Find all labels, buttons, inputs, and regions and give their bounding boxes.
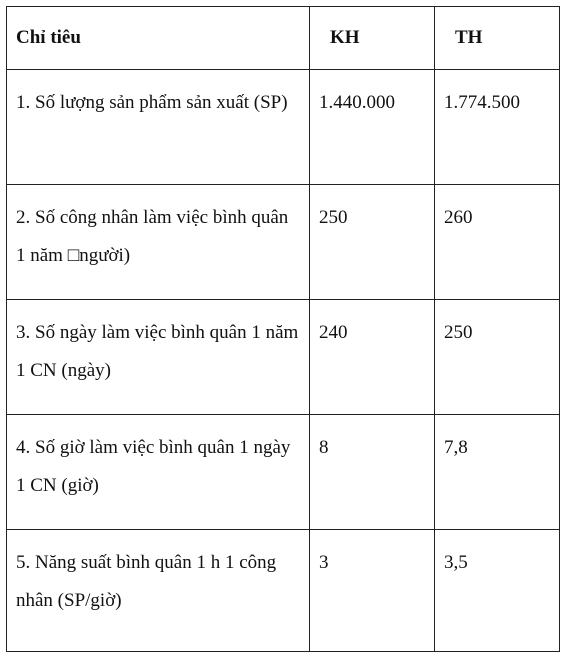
table-row bbox=[7, 530, 560, 652]
table-row bbox=[7, 415, 560, 530]
row-plan-value: 3 bbox=[310, 530, 435, 652]
row-label: 1. Số lượng sản phẩm sản xuất (SP) bbox=[7, 70, 310, 185]
header-indicator: Chỉ tiêu bbox=[7, 7, 310, 70]
table-row bbox=[7, 70, 560, 185]
row-plan-value: 8 bbox=[310, 415, 435, 530]
header-plan: KH bbox=[310, 7, 435, 70]
table-header-row bbox=[7, 7, 560, 70]
row-plan-value: 250 bbox=[310, 185, 435, 300]
header-actual: TH bbox=[435, 7, 560, 70]
table-row bbox=[7, 300, 560, 415]
row-label: 4. Số giờ làm việc bình quân 1 ngày 1 CN (giờ) bbox=[7, 415, 310, 530]
row-label: 5. Năng suất bình quân 1 h 1 công nhân (SP/giờ) bbox=[7, 530, 310, 652]
row-label: 2. Số công nhân làm việc bình quân 1 năm □người) bbox=[7, 185, 310, 300]
row-actual-value: 250 bbox=[435, 300, 560, 415]
table-row bbox=[7, 185, 560, 300]
row-actual-value: 260 bbox=[435, 185, 560, 300]
row-plan-value: 240 bbox=[310, 300, 435, 415]
row-plan-value: 1.440.000 bbox=[310, 70, 435, 185]
row-label: 3. Số ngày làm việc bình quân 1 năm 1 CN (ngày) bbox=[7, 300, 310, 415]
row-actual-value: 3,5 bbox=[435, 530, 560, 652]
row-actual-value: 7,8 bbox=[435, 415, 560, 530]
row-actual-value: 1.774.500 bbox=[435, 70, 560, 185]
data-table bbox=[6, 6, 560, 652]
